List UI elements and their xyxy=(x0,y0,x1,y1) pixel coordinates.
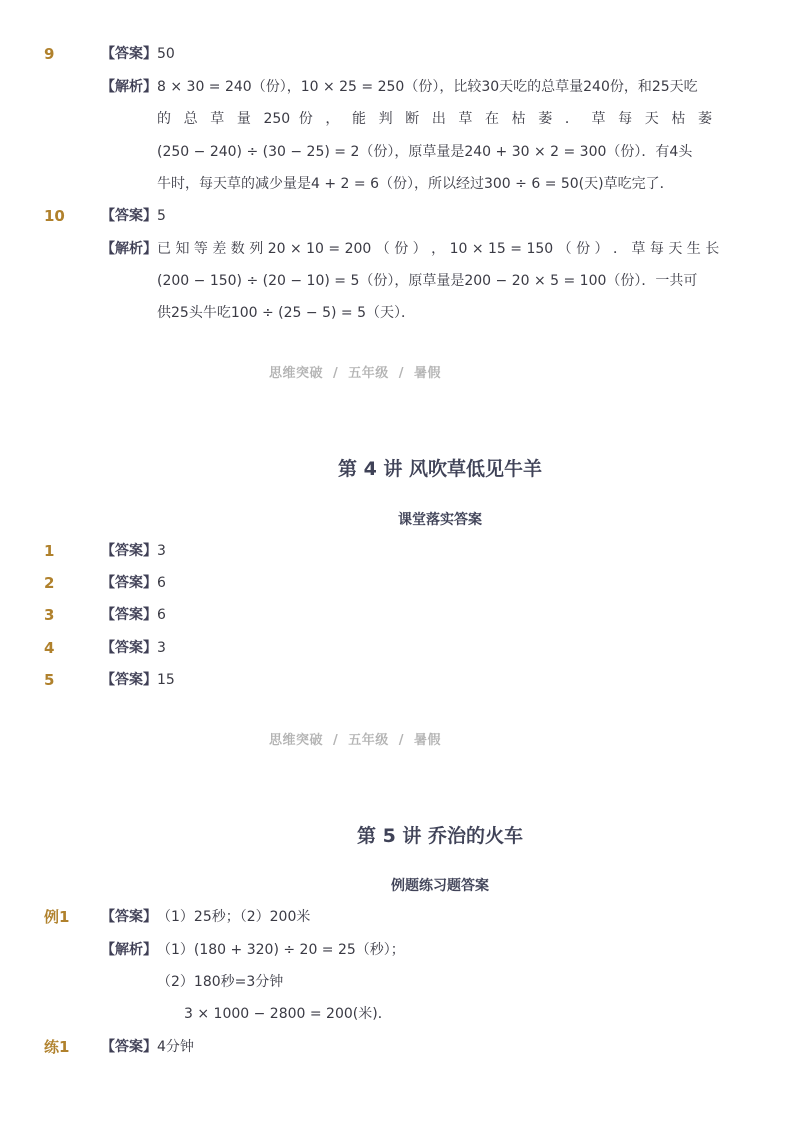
footer-term: 暑假 xyxy=(414,366,442,381)
answer-value: 6 xyxy=(157,607,166,623)
footer-grade: 五年级 xyxy=(348,366,389,381)
problem-number: 2 xyxy=(44,574,55,592)
answer-value: （1）25秒；（2）200米 xyxy=(157,909,311,925)
analysis-line: （1）(180 + 320) ÷ 20 = 25（秒）； xyxy=(157,942,405,958)
footer-separator: / xyxy=(398,366,404,381)
list-item xyxy=(0,539,800,563)
answer-tag: 【答案】 xyxy=(101,46,157,62)
lesson-4-title: 第 4 讲 风吹草低见牛羊 xyxy=(337,458,543,480)
answer-tag: 【答案】 xyxy=(101,543,157,559)
footer-separator: / xyxy=(332,733,339,748)
answer-value: 15 xyxy=(157,672,175,688)
example-1 xyxy=(0,905,800,929)
footer-separator: / xyxy=(398,733,404,748)
answer-tag: 【答案】 xyxy=(101,208,157,224)
problem-number: 5 xyxy=(44,671,55,689)
list-item xyxy=(0,636,800,660)
footer-separator: / xyxy=(332,366,339,381)
answer-tag: 【答案】 xyxy=(101,640,157,656)
analysis-line: (200 − 150) ÷ (20 − 10) = 5（份），原草量是200 − 20 × 5 = 100（份）．一共可 xyxy=(157,273,698,289)
problem-number: 9 xyxy=(44,45,55,63)
analysis-line: 8 × 30 = 240（份），10 × 25 = 250（份），比较30天吃的总草量240份，和25天吃 xyxy=(157,79,698,95)
problem-number: 1 xyxy=(44,542,55,560)
list-item xyxy=(0,603,800,627)
answer-value: 50 xyxy=(157,46,175,62)
analysis-line: （2）180秒=3分钟 xyxy=(157,974,284,990)
footer-series: 思维突破 xyxy=(268,733,323,748)
practice-1 xyxy=(0,1035,800,1059)
analysis-tag: 【解析】 xyxy=(101,942,157,958)
answer-value: 3 xyxy=(157,640,166,656)
analysis-line: 已 知 等 差 数 列 20 × 10 = 200 （ 份 ） ， 10 × 15 = 150 （ 份 ） ． 草 每 天 生 长 xyxy=(157,241,720,257)
analysis-tag: 【解析】 xyxy=(101,79,157,95)
answer-tag: 【答案】 xyxy=(101,575,157,591)
page-footer xyxy=(0,729,710,748)
problem-number: 3 xyxy=(44,606,55,624)
footer-term: 暑假 xyxy=(414,733,442,748)
answer-value: 3 xyxy=(157,543,166,559)
footer-series: 思维突破 xyxy=(268,366,323,381)
analysis-tag: 【解析】 xyxy=(101,241,157,257)
analysis-line: 牛时，每天草的减少量是4 + 2 = 6（份），所以经过300 ÷ 6 = 50(天)草吃完了． xyxy=(157,176,674,192)
list-item xyxy=(0,668,800,692)
page-footer xyxy=(0,362,710,381)
analysis-line: 供25头牛吃100 ÷ (25 − 5) = 5（天）． xyxy=(157,305,415,321)
answer-value: 5 xyxy=(157,208,166,224)
answer-value: 4分钟 xyxy=(157,1039,194,1055)
lesson-4-subtitle: 课堂落实答案 xyxy=(398,512,482,528)
analysis-line: 的 总 草 量 250 份 ， 能 判 断 出 草 在 枯 萎 ． 草 每 天 枯 萎 xyxy=(157,111,712,127)
lesson-5-title: 第 5 讲 乔治的火车 xyxy=(356,825,524,847)
analysis-line: (250 − 240) ÷ (30 − 25) = 2（份），原草量是240 + 30 × 2 = 300（份）．有4头 xyxy=(157,144,693,160)
lesson-5-subtitle: 例题练习题答案 xyxy=(391,878,489,894)
problem-number: 10 xyxy=(44,207,65,225)
list-item xyxy=(0,571,800,595)
analysis-line: 3 × 1000 − 2800 = 200(米)． xyxy=(184,1006,392,1022)
answer-value: 6 xyxy=(157,575,166,591)
answer-tag: 【答案】 xyxy=(101,1039,157,1055)
footer-grade: 五年级 xyxy=(348,733,389,748)
problem-number: 4 xyxy=(44,639,55,657)
problem-number: 例1 xyxy=(44,908,70,926)
problem-number: 练1 xyxy=(44,1038,70,1056)
answer-tag: 【答案】 xyxy=(101,672,157,688)
answer-tag: 【答案】 xyxy=(101,607,157,623)
answer-tag: 【答案】 xyxy=(101,909,157,925)
